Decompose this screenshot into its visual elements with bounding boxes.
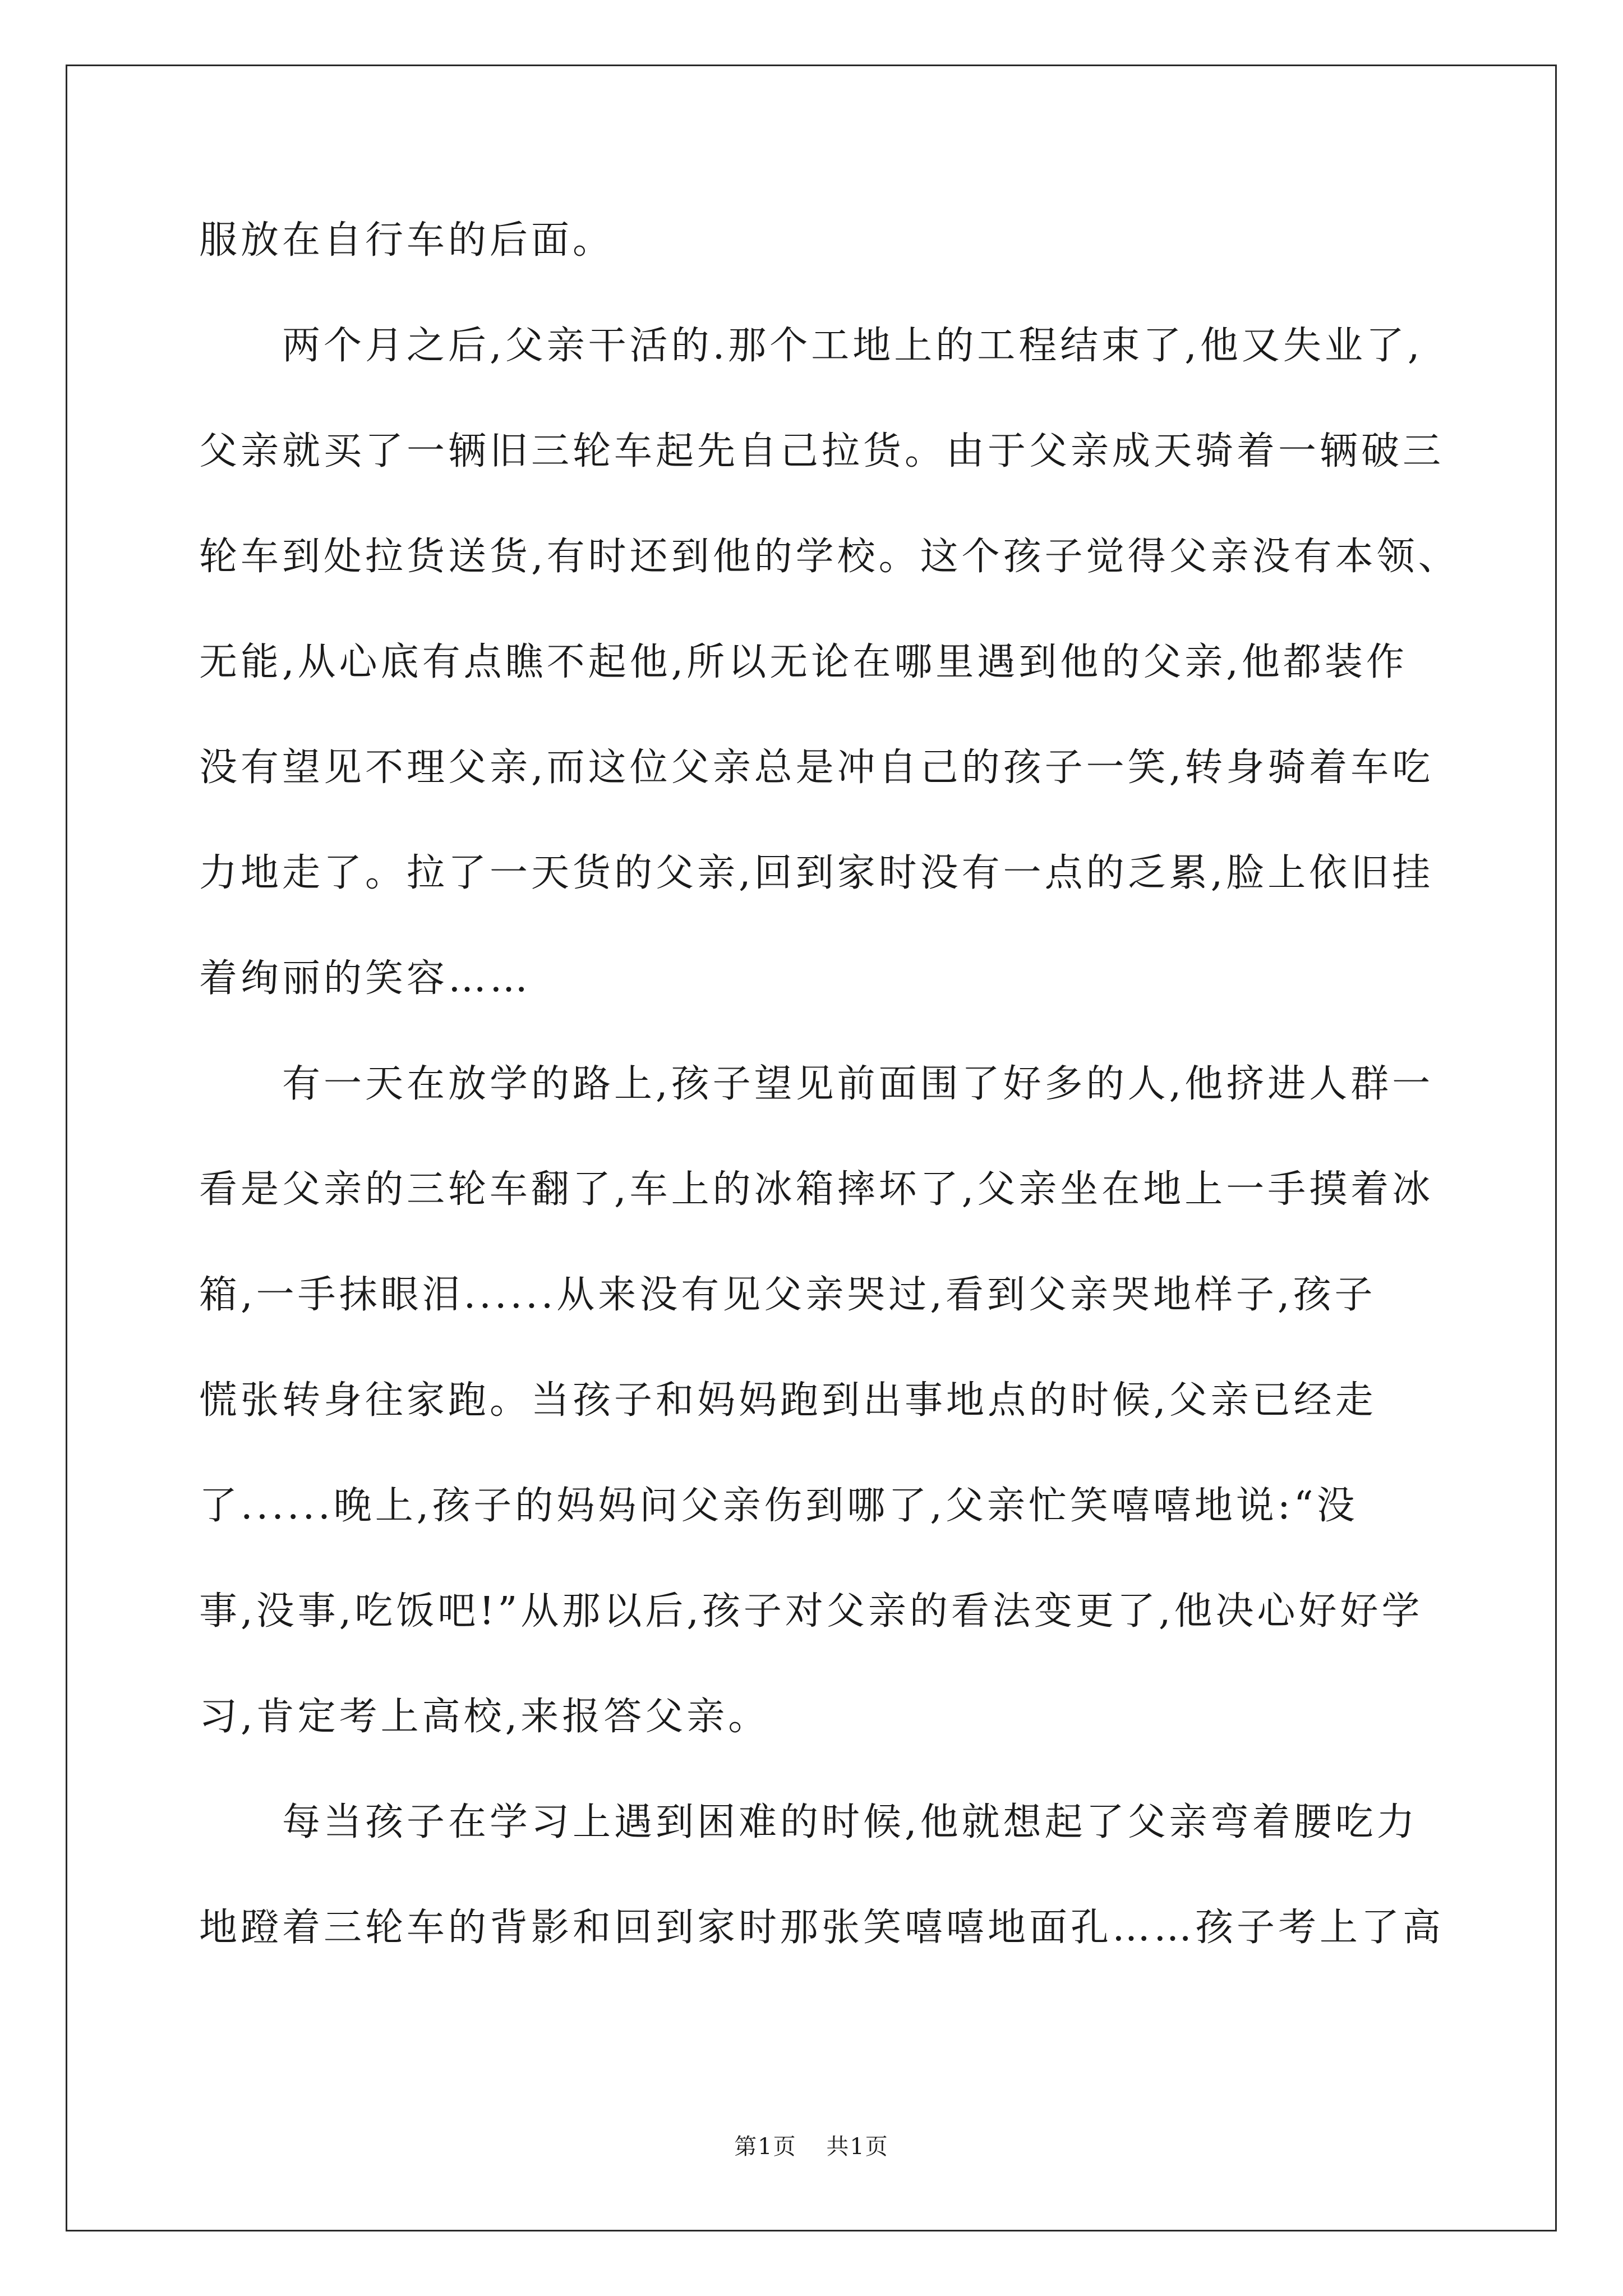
text-line: 服放在自行车的后面。 — [199, 218, 615, 263]
document-body — [199, 188, 1460, 1981]
page-footer — [0, 2129, 1623, 2161]
text-line: 地蹬着三轮车的背影和回到家时那张笑嘻嘻地面孔……孩子考上了高 — [199, 1906, 1445, 1950]
paragraph-start-line: 有一天在放学的路上,孩子望见前面围了好多的人,他挤进人群一 — [282, 1062, 1434, 1106]
text-line: 习,肯定考上高校,来报答父亲。 — [199, 1695, 770, 1739]
page-number-current: 第1页 — [734, 2134, 797, 2160]
text-line: 箱,一手抹眼泪......从来没有见父亲哭过,看到父亲哭地样子,孩子 — [199, 1273, 1376, 1317]
paragraph-start-line: 两个月之后,父亲干活的.那个工地上的工程结束了,他又失业了, — [282, 324, 1423, 368]
text-line: 看是父亲的三轮车翻了,车上的冰箱摔坏了,父亲坐在地上一手摸着冰 — [199, 1167, 1434, 1212]
text-line: 力地走了。拉了一天货的父亲,回到家时没有一点的乏累,脸上依旧挂 — [199, 851, 1434, 895]
text-line: 无能,从心底有点瞧不起他,所以无论在哪里遇到他的父亲,他都装作 — [199, 640, 1408, 684]
text-line: 轮车到处拉货送货,有时还到他的学校。这个孩子觉得父亲没有本领、 — [199, 535, 1460, 579]
text-line: 没有望见不理父亲,而这位父亲总是冲自己的孩子一笑,转身骑着车吃 — [199, 746, 1434, 790]
page-number-total: 共1页 — [826, 2134, 889, 2160]
text-line: 慌张转身往家跑。当孩子和妈妈跑到出事地点的时候,父亲已经走 — [199, 1378, 1377, 1423]
text-line: 着绚丽的笑容…… — [199, 956, 532, 1001]
text-line: 事,没事,吃饭吧!”从那以后,孩子对父亲的看法变更了,他决心好好学 — [199, 1589, 1423, 1634]
text-line: 父亲就买了一辆旧三轮车起先自己拉货。由于父亲成天骑着一辆破三 — [199, 429, 1445, 473]
paragraph-start-line: 每当孩子在学习上遇到困难的时候,他就想起了父亲弯着腰吃力 — [282, 1800, 1418, 1844]
text-line: 了......晚上,孩子的妈妈问父亲伤到哪了,父亲忙笑嘻嘻地说:“没 — [199, 1484, 1358, 1528]
